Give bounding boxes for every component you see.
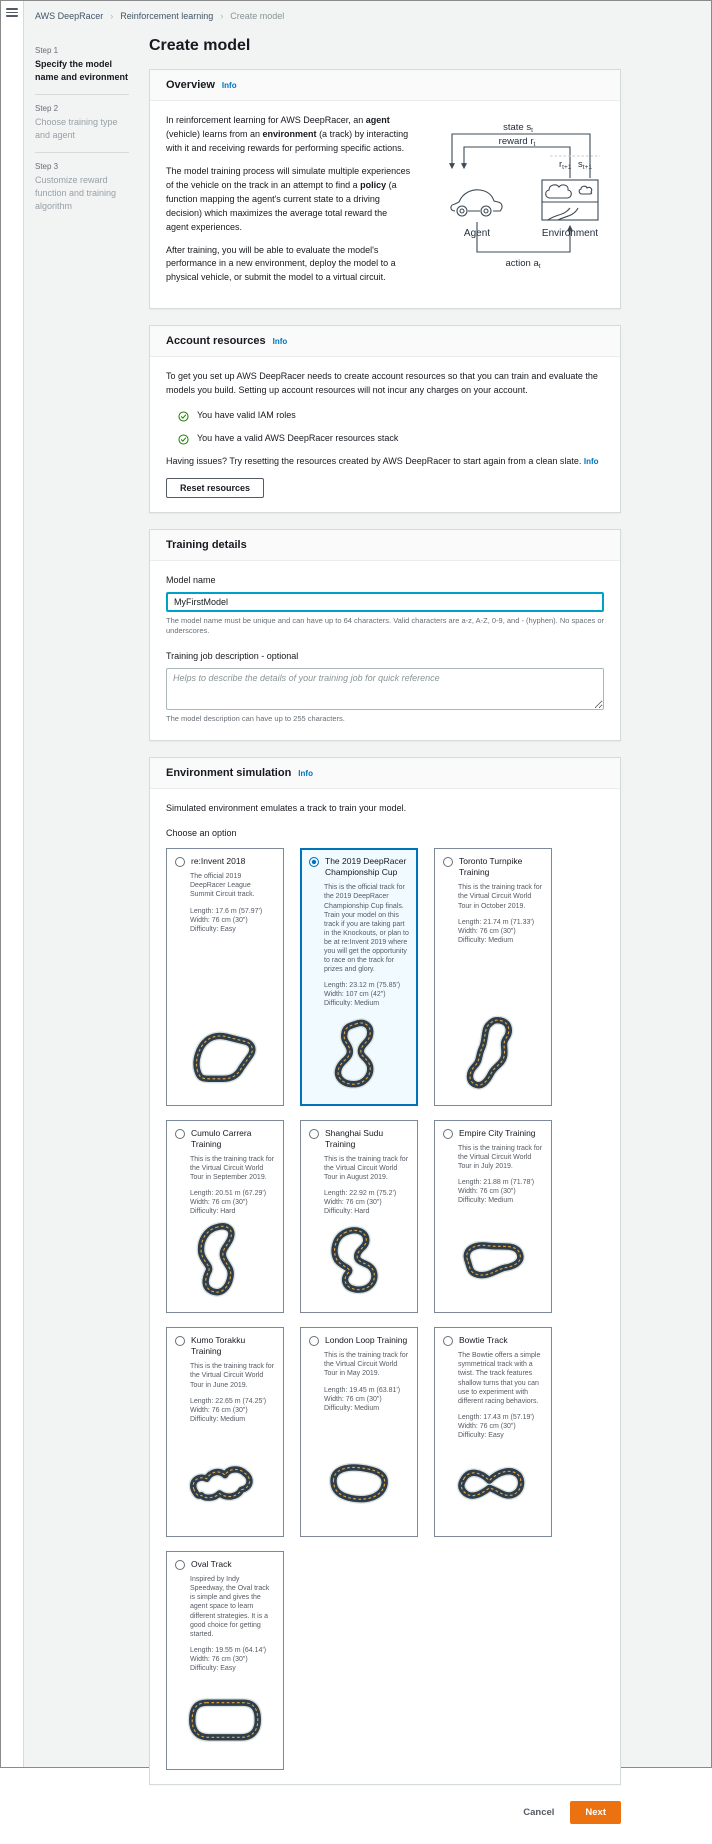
choose-option-label: Choose an option [166, 828, 237, 839]
breadcrumb-create-model: Create model [230, 11, 285, 21]
track-name: Kumo Torakku Training [191, 1335, 246, 1357]
track-empire [443, 1216, 543, 1304]
track-option-5[interactable] [300, 1120, 418, 1314]
rl-diagram-image [422, 114, 604, 274]
track-width: Width: 76 cm (30") [458, 1187, 516, 1195]
step-number: Step 3 [35, 162, 59, 172]
track-width: Width: 76 cm (30") [190, 916, 248, 924]
track-option-1[interactable] [166, 848, 284, 1105]
track-radio[interactable] [443, 857, 453, 867]
chevron-right-icon: › [220, 11, 224, 21]
track-specs [190, 907, 275, 934]
track-length: Length: 22.92 m (75.2') [324, 1189, 397, 1197]
track-london [309, 1440, 409, 1528]
description-label: Training job description - optional [166, 650, 299, 661]
overview-paragraph: In reinforcement learning for AWS DeepRacer, an agent (vehicle) learns from an environment (a track) by interacting with it and receiving rewards for performing specific actions. [166, 115, 409, 153]
track-difficulty: Difficulty: Easy [458, 1432, 504, 1440]
track-toronto [443, 1009, 543, 1097]
track-name: Cumulo Carrera Training [191, 1127, 252, 1149]
svg-text:st+1: $s_{t+1}$ [578, 159, 592, 171]
breadcrumb [35, 11, 697, 21]
breadcrumb-reinforcement-learning[interactable]: Reinforcement learning [120, 11, 214, 21]
check-circle-icon [178, 434, 189, 445]
track-difficulty: Difficulty: Easy [190, 925, 236, 933]
track-radio[interactable] [309, 1129, 319, 1139]
resource-checks [166, 409, 604, 446]
training-details-title: Training details [166, 539, 247, 551]
track-width: Width: 76 cm (30") [324, 1199, 382, 1207]
track-option-10[interactable] [166, 1551, 284, 1770]
overview-paragraphs [166, 114, 412, 294]
track-difficulty: Difficulty: Easy [190, 1665, 236, 1672]
model-name-input[interactable] [166, 592, 604, 612]
track-option-7[interactable] [166, 1327, 284, 1537]
track-specs [190, 1189, 275, 1216]
track-radio[interactable] [175, 1129, 185, 1139]
track-reinvent-2018 [175, 1009, 275, 1097]
track-length: Length: 21.88 m (71.78') [458, 1178, 535, 1186]
track-specs [324, 1386, 409, 1413]
step-number: Step 2 [35, 104, 59, 114]
track-kumo [175, 1440, 275, 1528]
track-specs [458, 1178, 543, 1205]
svg-text:Agent: Agent [463, 228, 491, 239]
track-name: Shanghai Sudu Training [325, 1127, 384, 1149]
track-description: The Bowtie offers a simple symmetrical track with a twist. The track features shallow turns that you can use to experiment with different racing behaviors. [458, 1352, 541, 1405]
step-title: Choose training type and agent [35, 117, 118, 140]
overview-paragraph: The model training process will simulate multiple experiences of the vehicle on the track in an attempt to find a policy (a function mapping the agent's current state to a driving decision) which maximizes the average total reward the agent experiences. [166, 165, 411, 232]
track-difficulty: Difficulty: Medium [458, 936, 514, 944]
track-description: This is the training track for the Virtual Circuit World Tour in September 2019. [190, 1155, 275, 1181]
track-width: Width: 107 cm (42") [324, 991, 386, 999]
track-description: This is the training track for the Virtual Circuit World Tour in June 2019. [190, 1363, 275, 1389]
overview-panel [149, 69, 621, 309]
step-title: Specify the model name and evironment [35, 59, 129, 82]
track-name: Toronto Turnpike Training [459, 856, 523, 878]
track-difficulty: Difficulty: Medium [458, 1197, 514, 1205]
track-description: This is the training track for the Virtual Circuit World Tour in July 2019. [458, 1144, 543, 1170]
track-radio[interactable] [309, 857, 319, 867]
check-label: You have a valid AWS DeepRacer resources stack [197, 433, 399, 444]
agent-car-icon [451, 190, 502, 216]
track-description: Inspired by Indy Speedway, the Oval track is simple and gives the agent space to learn different strategies. It is a good choice for getting started. [190, 1576, 270, 1638]
footer-actions [149, 1801, 621, 1824]
track-championship-cup [309, 1009, 409, 1097]
track-grid [166, 848, 604, 1770]
overview-title: Overview [166, 79, 215, 91]
track-option-8[interactable] [300, 1327, 418, 1537]
training-description-textarea[interactable] [166, 668, 604, 710]
svg-text:Environment: Environment [541, 228, 599, 239]
track-name: The 2019 DeepRacer Championship Cup [325, 856, 407, 878]
breadcrumb-aws-deepracer[interactable]: AWS DeepRacer [35, 11, 104, 21]
wizard-step-2 [35, 95, 129, 153]
track-radio[interactable] [175, 1336, 185, 1346]
track-specs [190, 1397, 275, 1424]
check-circle-icon [178, 411, 189, 422]
track-description: This is the training track for the Virtual Circuit World Tour in October 2019. [458, 884, 543, 910]
track-specs [190, 1646, 275, 1673]
wizard-steps [35, 37, 129, 223]
track-difficulty: Difficulty: Medium [190, 1415, 246, 1423]
track-length: Length: 17.43 m (57.19') [458, 1413, 535, 1421]
track-specs [324, 981, 409, 1008]
track-radio[interactable] [443, 1129, 453, 1139]
track-option-2[interactable] [300, 848, 418, 1105]
chevron-right-icon: › [110, 11, 114, 21]
side-rail [1, 1, 24, 1767]
step-title: Customize reward function and training algorithm [35, 175, 117, 211]
environment-icon [542, 180, 598, 220]
menu-icon[interactable] [6, 8, 18, 17]
track-length: Length: 23.12 m (75.85') [324, 982, 401, 990]
track-bowtie [443, 1440, 543, 1528]
model-name-hint: The model name must be unique and can have up to 64 characters. Valid characters are a-z, A-Z, 0-9, and - (hyphen). No spaces or underscores. [166, 615, 605, 636]
track-option-6[interactable] [434, 1120, 552, 1314]
track-option-4[interactable] [166, 1120, 284, 1314]
check-label: You have valid IAM roles [197, 410, 296, 421]
track-radio[interactable] [309, 1336, 319, 1346]
track-difficulty: Difficulty: Medium [324, 1404, 380, 1412]
svg-text:rt+1: $r_{t+1}$ [559, 159, 572, 171]
next-button[interactable]: Next [570, 1801, 621, 1824]
model-name-label: Model name [166, 575, 216, 585]
track-width: Width: 76 cm (30") [190, 1406, 248, 1414]
step-number: Step 1 [35, 46, 59, 55]
track-width: Width: 76 cm (30") [190, 1199, 248, 1207]
description-hint: The model description can have up to 255 characters. [166, 713, 345, 723]
track-length: Length: 20.51 m (67.29') [190, 1189, 267, 1197]
environment-simulation-title: Environment simulation [166, 767, 292, 780]
resource-check [178, 432, 604, 446]
track-length: Length: 19.55 m (64.14') [190, 1646, 267, 1654]
overview-info-link[interactable]: Info [221, 81, 237, 90]
track-radio[interactable] [443, 1336, 453, 1346]
rl-diagram [422, 114, 604, 294]
track-difficulty: Difficulty: Hard [324, 1208, 370, 1216]
track-description: This is the training track for the Virtual Circuit World Tour in August 2019. [324, 1155, 409, 1181]
track-length: Length: 17.6 m (57.97') [190, 907, 263, 915]
track-specs [324, 1189, 409, 1216]
cancel-button[interactable]: Cancel [523, 1807, 555, 1819]
issues-row [166, 455, 604, 469]
track-radio[interactable] [175, 1560, 185, 1570]
track-cumulo [175, 1216, 275, 1304]
track-description: This is the training track for the Virtual Circuit World Tour in May 2019. [324, 1352, 409, 1378]
svg-text:action at: action $a_t$ [505, 258, 541, 270]
wizard-step-3 [35, 153, 129, 223]
track-shanghai [309, 1216, 409, 1304]
account-resources-info-link[interactable]: Info [272, 337, 288, 347]
track-description: This is the official track for the 2019 DeepRacer Championship Cup finals. Train your model on this track if you are taking part in the Knockouts, or plan to be at re:Invent 2019 where you will get the opportunity to race on the track for prizes and glory. [324, 884, 409, 974]
track-difficulty: Difficulty: Hard [190, 1208, 236, 1216]
resource-check [178, 409, 604, 423]
track-name: Bowtie Track [459, 1335, 508, 1346]
track-oval [175, 1673, 275, 1761]
track-width: Width: 76 cm (30") [324, 1395, 382, 1403]
training-details-panel [149, 529, 621, 741]
track-name: Empire City Training [459, 1127, 536, 1138]
track-name: London Loop Training [325, 1335, 408, 1346]
track-name: Oval Track [191, 1559, 232, 1570]
svg-text:reward rt: reward $r_t$ [498, 136, 536, 148]
track-name: re:Invent 2018 [191, 856, 246, 867]
track-length: Length: 19.45 m (63.81') [324, 1386, 401, 1394]
track-width: Width: 76 cm (30") [190, 1655, 248, 1663]
account-resources-panel [149, 325, 621, 513]
track-specs [458, 918, 543, 945]
overview-paragraph: After training, you will be able to evaluate the model's performance in a new environment, deploy the model to a physical vehicle, or submit the model to a virtual circuit. [166, 244, 396, 283]
environment-simulation-description: Simulated environment emulates a track to train your model. [166, 803, 407, 814]
track-option-9[interactable] [434, 1327, 552, 1537]
environment-simulation-panel [149, 757, 621, 1785]
svg-text:state st: state $s_t$ [503, 122, 533, 134]
page-title: Create model [149, 37, 251, 54]
account-resources-description: To get you set up AWS DeepRacer needs to create account resources so that you can train and evaluate the models you build. Setting up account resources will not incur any charges on your account. [166, 371, 598, 396]
track-radio[interactable] [175, 857, 185, 867]
track-option-3[interactable] [434, 848, 552, 1105]
account-resources-title: Account resources [166, 335, 266, 348]
issues-text: Having issues? Try resetting the resources created by AWS DeepRacer to start again from a clean slate. [166, 456, 582, 467]
track-length: Length: 22.65 m (74.25') [190, 1397, 267, 1405]
wizard-step-1 [35, 37, 129, 95]
track-length: Length: 21.74 m (71.33') [458, 918, 535, 926]
track-difficulty: Difficulty: Medium [324, 1000, 380, 1008]
track-width: Width: 76 cm (30") [458, 927, 516, 935]
issues-info-link[interactable]: Info [583, 457, 599, 467]
track-specs [458, 1413, 543, 1440]
track-width: Width: 76 cm (30") [458, 1422, 516, 1430]
environment-simulation-info-link[interactable]: Info [298, 769, 313, 779]
track-description: The official 2019 DeepRacer League Summit Circuit track. [190, 873, 255, 899]
reset-resources-button[interactable]: Reset resources [166, 478, 264, 498]
